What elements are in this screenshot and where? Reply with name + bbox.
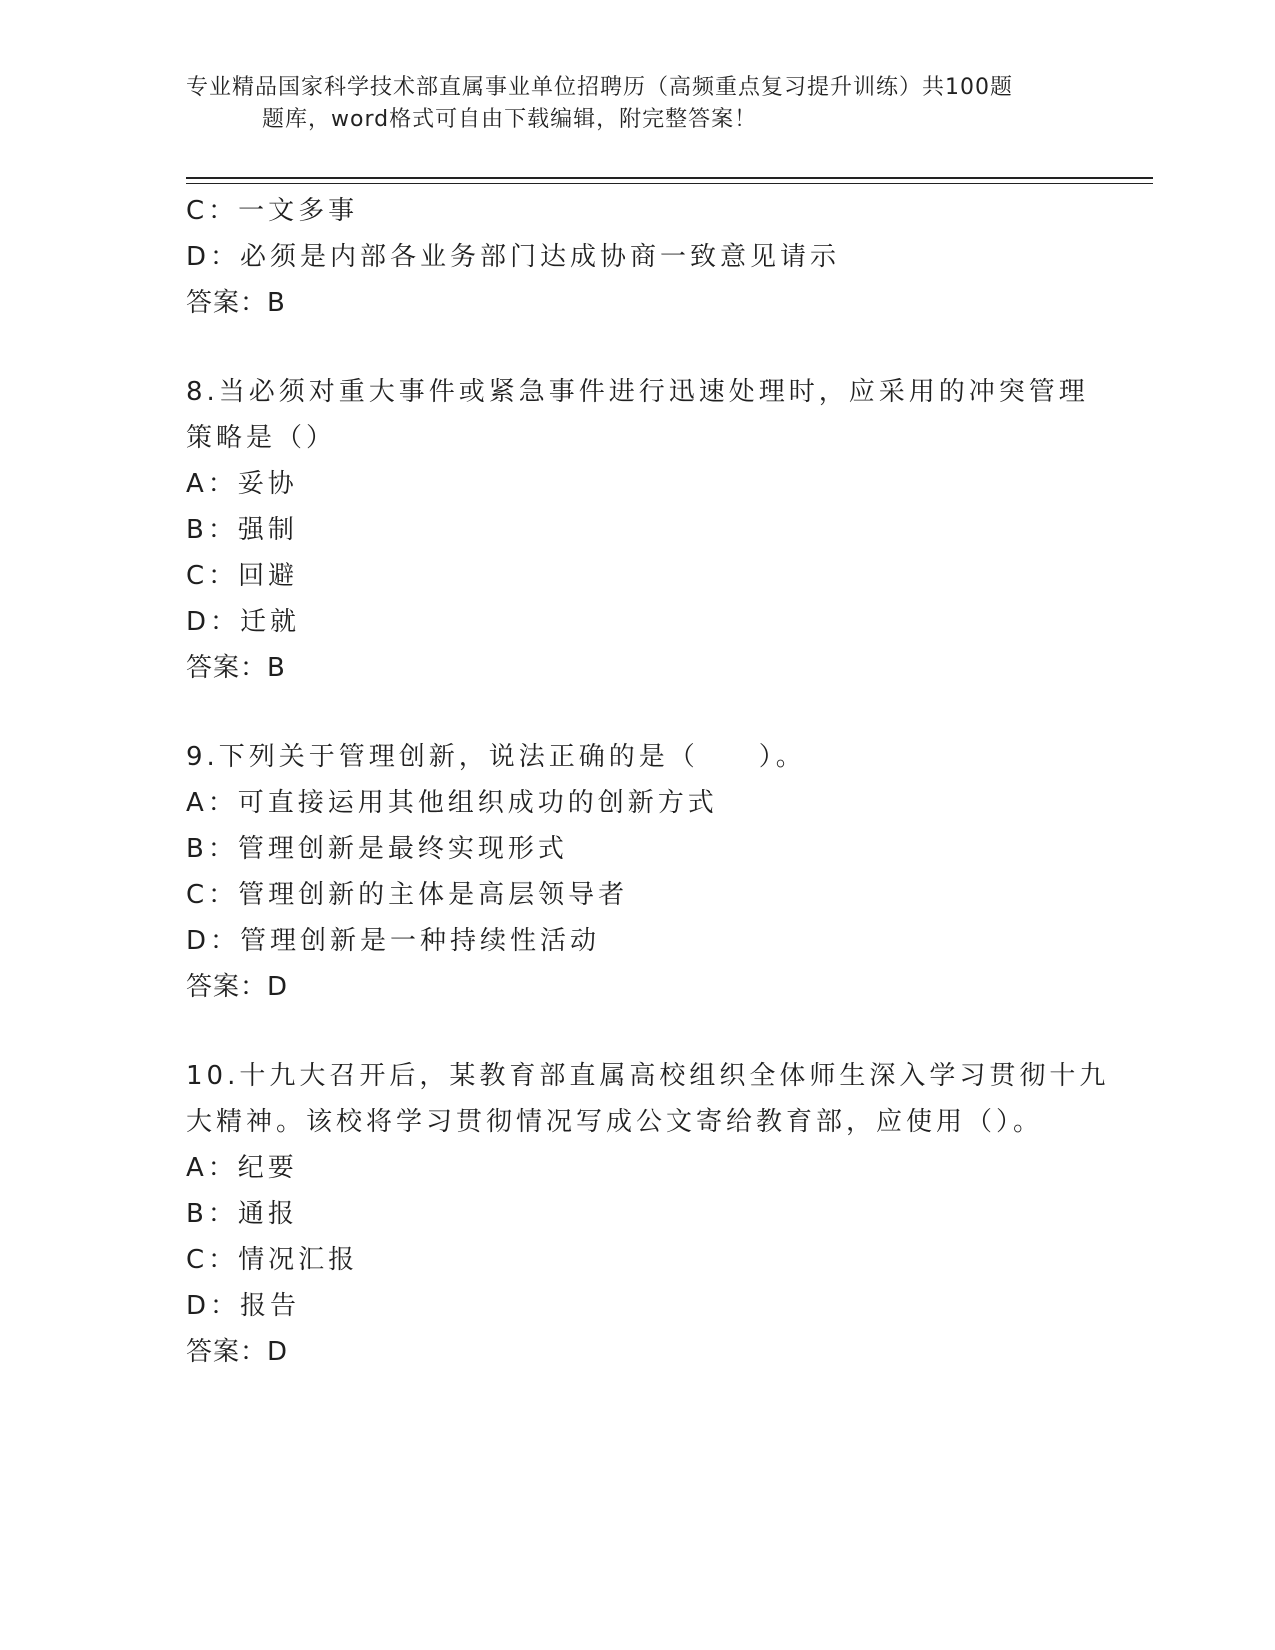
answer-label: 答案：D <box>186 972 289 1002</box>
option-c: C：一文多事 <box>186 196 359 226</box>
question-stem-line-1: 8.当必须对重大事件或紧急事件进行迅速处理时，应采用的冲突管理 <box>186 377 1089 407</box>
option-c: C：情况汇报 <box>186 1245 359 1275</box>
page-header <box>186 72 1086 136</box>
option-d: D：管理创新是一种持续性活动 <box>186 926 601 956</box>
spacer <box>186 326 1086 369</box>
option-b: B：强制 <box>186 515 298 545</box>
question-stem-line-2: 大精神。该校将学习贯彻情况写成公文寄给教育部，应使用（）。 <box>186 1107 1044 1137</box>
spacer <box>186 1010 1086 1053</box>
spacer <box>186 691 1086 734</box>
question-10 <box>186 1053 1110 1375</box>
answer-label: 答案：B <box>186 288 286 318</box>
option-c: C：管理创新的主体是高层领导者 <box>186 880 629 910</box>
header-divider-thick <box>186 177 1153 179</box>
header-title-line-1: 专业精品国家科学技术部直属事业单位招聘历（高频重点复习提升训练）共100题 <box>186 75 1013 100</box>
question-list <box>186 188 1110 1375</box>
question-stem-line-2: 策略是（） <box>186 423 337 453</box>
question-9 <box>186 734 1086 1010</box>
option-c: C：回避 <box>186 561 299 591</box>
option-b: B：管理创新是最终实现形式 <box>186 834 568 864</box>
option-a: A：妥协 <box>186 469 298 499</box>
question-8 <box>186 369 1089 691</box>
option-d: D：报告 <box>186 1291 301 1321</box>
question-stem-line-1: 10.十九大召开后，某教育部直属高校组织全体师生深入学习贯彻十九 <box>186 1061 1110 1091</box>
header-title-line-2: 题库，word格式可自由下载编辑，附完整答案！ <box>262 107 758 132</box>
answer-label: 答案：B <box>186 653 286 683</box>
option-d: D：必须是内部各业务部门达成协商一致意见请示 <box>186 242 841 272</box>
option-b: B：通报 <box>186 1199 298 1229</box>
option-a: A：纪要 <box>186 1153 298 1183</box>
question-7-tail <box>186 188 1086 326</box>
option-a: A：可直接运用其他组织成功的创新方式 <box>186 788 718 818</box>
question-stem-line-1: 9.下列关于管理创新，说法正确的是（ ）。 <box>186 742 806 772</box>
answer-label: 答案：D <box>186 1337 289 1367</box>
header-divider-thin <box>186 183 1153 184</box>
option-d: D：迁就 <box>186 607 301 637</box>
